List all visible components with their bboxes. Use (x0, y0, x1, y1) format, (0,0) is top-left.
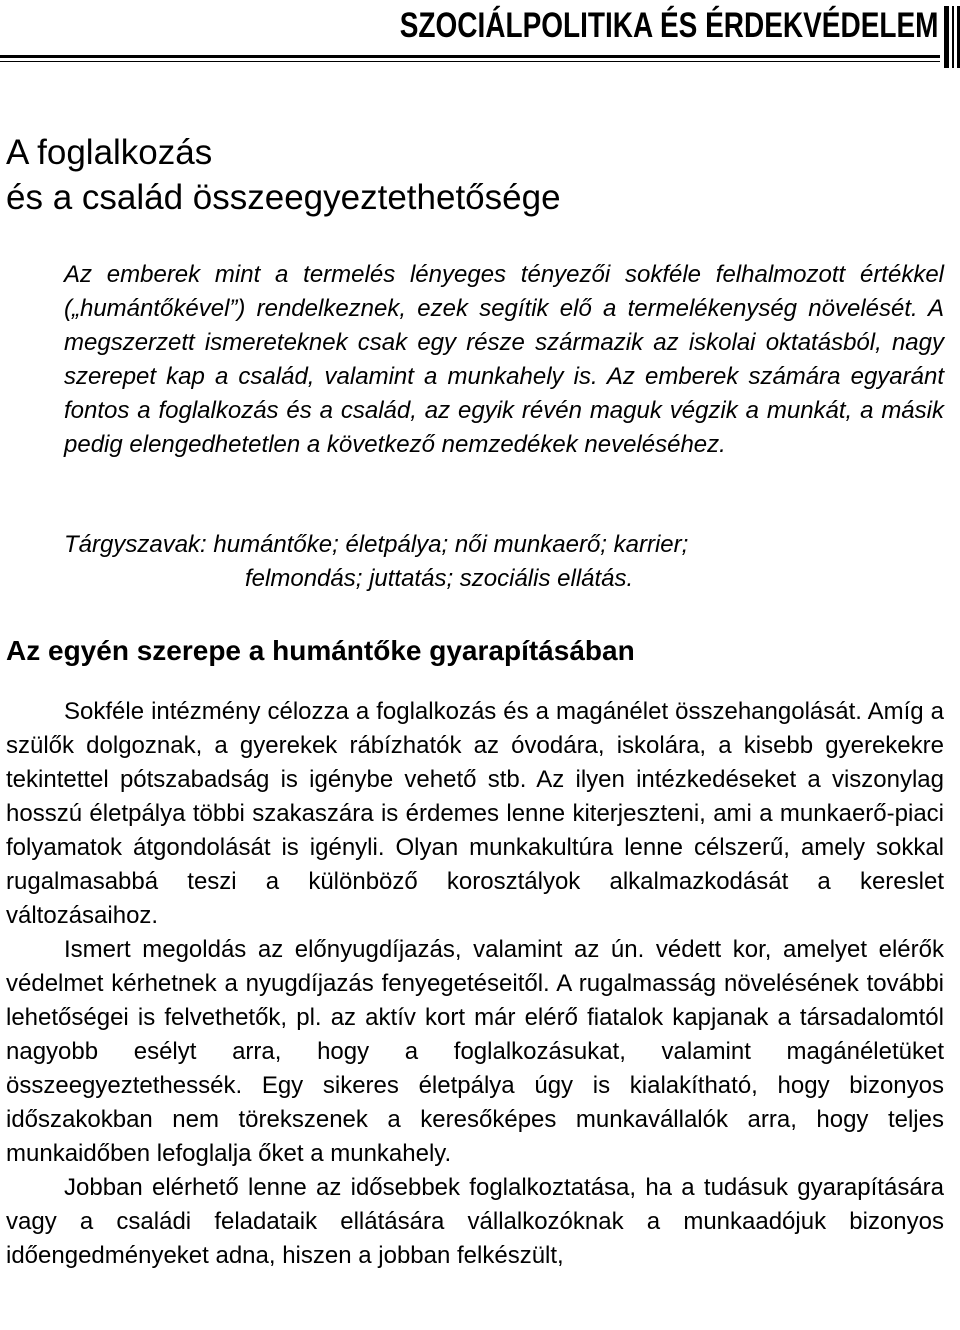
article-title-line-2: és a család összeegyeztethetősége (6, 178, 561, 217)
article-title-line-1: A foglalkozás (6, 133, 213, 172)
section-heading: Az egyén szerepe a humántőke gyarapításában (6, 635, 635, 666)
body-text (6, 695, 944, 1273)
keywords-line-1: Tárgyszavak: humántőke; életpálya; női munkaerő; karrier; (64, 531, 689, 558)
header-bars-ornament (944, 6, 960, 68)
article-abstract: Az emberek mint a termelés lényeges tényezői sokféle felhalmozott értékkel („humántőkével”) rendelkeznek, ezek segítik elő a termelékenység növelését. A megszerzett ismereteknek csak egy része származik az iskolai oktatásból, nagy szerepet kap a család, valamint a munkahely is. Az emberek számára egyaránt fontos a foglalkozás és a család, az egyik révén maguk végzik a munkát, a másik pedig elengedhetetlen a következő nemzedékek neveléséhez. (64, 261, 944, 458)
body-paragraph-2: Ismert megoldás az előnyugdíjazás, valamint az ún. védett kor, amelyet elérők védelmet kérhetnek a nyugdíjazás fenyegetéseitől. A rugalmasság növelésének további lehetőségei is felvethetők, pl. az aktív kort már elérő fiatalok kapjanak a társadalomtól nagyobb esélyt arra, hogy a foglalkozásukat, valamint magánéletüket összeegyeztethessék. Egy sikeres életpálya úgy is kialakítható, hogy bizonyos időszakokban nem törekszenek a keresőképes munkavállalók arra, hogy teljes munkaidőben lefoglalja őket a munkahely. (6, 936, 944, 1167)
body-paragraph-3: Jobban elérhető lenne az idősebbek foglalkoztatása, ha a tudásuk gyarapítására vagy a családi feladataik ellátására vállalkozóknak a munkaadójuk bizonyos időengedményeket adna, hiszen a jobban felkészült, (6, 1174, 944, 1269)
keywords (64, 528, 944, 596)
keywords-line-2: felmondás; juttatás; szociális ellátás. (245, 565, 634, 592)
header-rule (0, 55, 940, 58)
article-title (6, 130, 561, 220)
body-paragraph-1: Sokféle intézmény célozza a foglalkozás és a magánélet összehangolását. Amíg a szülők dolgoznak, a gyerekek rábízhatók az óvodára, iskolára, a kisebb gyerekekre tekintettel pótszabadság is igénybe vehető stb. Az ilyen intézkedéseket a viszonylag hosszú életpálya többi szakaszára is érdemes lenne kiterjeszteni, ami a munkaerő-piaci folyamatok átgondolását is igényli. Olyan munkakultúra lenne célszerű, amely sokkal rugalmasabbá teszi a különböző korosztályok alkalmazkodását a kereslet változásaihoz. (6, 698, 944, 929)
running-header (265, 6, 938, 46)
running-title: SZOCIÁLPOLITIKA ÉS ÉRDEKVÉDELEM (399, 6, 938, 45)
header-rule-thin (0, 61, 940, 62)
